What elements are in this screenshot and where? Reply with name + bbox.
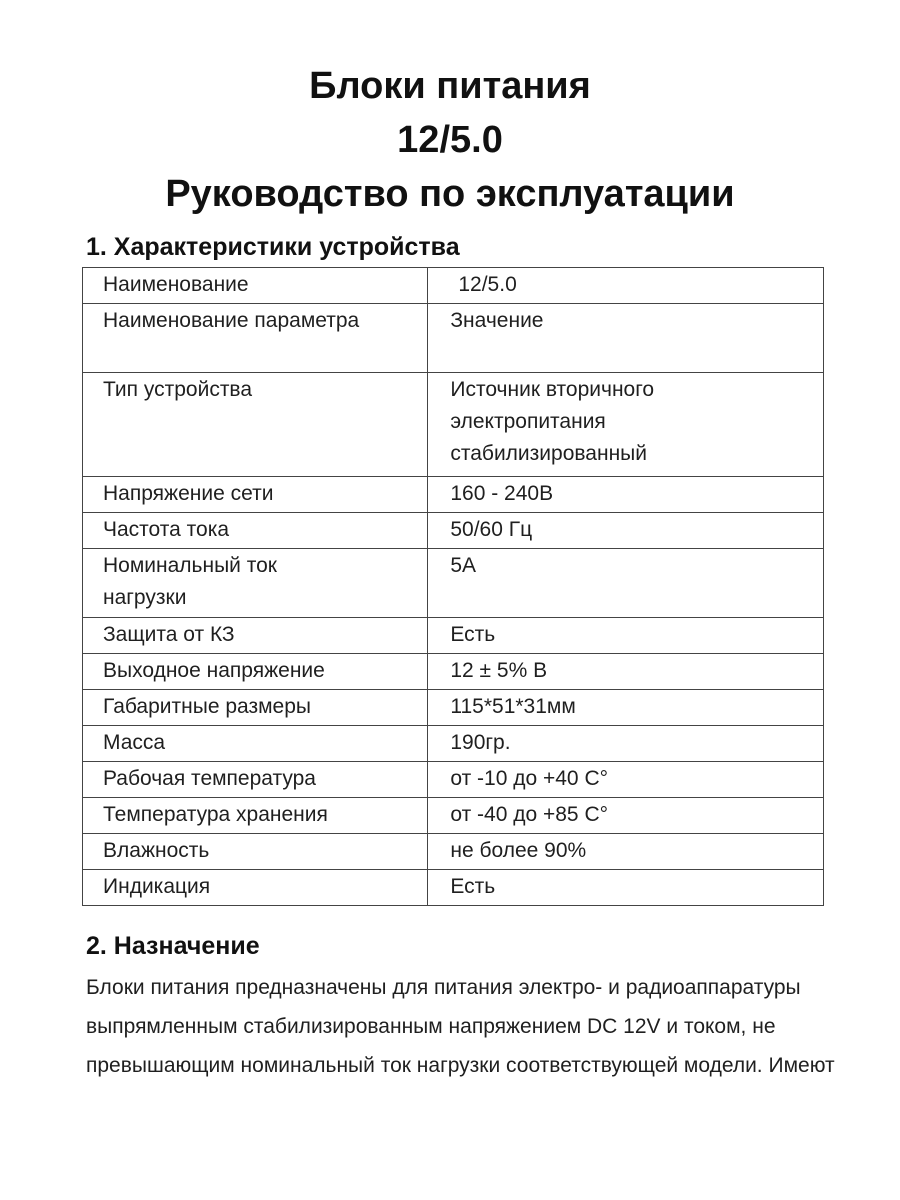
document-subtitle: Руководство по эксплуатации xyxy=(165,173,735,215)
table-row xyxy=(83,762,824,798)
section-heading-purpose: 2. Назначение xyxy=(86,932,260,960)
param-name: Номинальный ток нагрузки xyxy=(83,549,428,618)
table-row xyxy=(83,834,824,870)
param-value: от -40 до +85 С° xyxy=(428,798,824,834)
param-value: от -10 до +40 С° xyxy=(428,762,824,798)
param-name: Рабочая температура xyxy=(83,762,428,798)
table-row xyxy=(83,513,824,549)
document-title: Блоки питания xyxy=(309,65,591,107)
param-name: Напряжение сети xyxy=(83,477,428,513)
table-row xyxy=(83,373,824,477)
param-value: 12/5.0 xyxy=(428,268,824,304)
table-row xyxy=(83,870,824,906)
table-row xyxy=(83,268,824,304)
table-row xyxy=(83,477,824,513)
param-value: 115*51*31мм xyxy=(428,690,824,726)
param-name: Выходное напряжение xyxy=(83,654,428,690)
table-row xyxy=(83,690,824,726)
param-value: 50/60 Гц xyxy=(428,513,824,549)
param-value: 160 - 240В xyxy=(428,477,824,513)
param-value: Есть xyxy=(428,870,824,906)
param-name: Тип устройства xyxy=(83,373,428,477)
param-name: Частота тока xyxy=(83,513,428,549)
section-heading-characteristics: 1. Характеристики устройства xyxy=(86,233,460,261)
param-name: Наименование параметра xyxy=(83,304,428,373)
model-number: 12/5.0 xyxy=(397,119,503,161)
param-name: Влажность xyxy=(83,834,428,870)
table-row xyxy=(83,726,824,762)
param-value: 12 ± 5% В xyxy=(428,654,824,690)
param-value: 190гр. xyxy=(428,726,824,762)
table-row xyxy=(83,618,824,654)
param-name: Масса xyxy=(83,726,428,762)
specifications-table xyxy=(82,267,824,906)
param-name: Габаритные размеры xyxy=(83,690,428,726)
param-name: Температура хранения xyxy=(83,798,428,834)
table-row xyxy=(83,304,824,373)
purpose-paragraph: Блоки питания предназначены для питания электро- и радиоаппаратуры выпрямленным стабилизированным напряжением DC 12V и током, не превышающим номинальный ток нагрузки соответствующей модели. Имеют xyxy=(86,976,835,1077)
param-value: Есть xyxy=(428,618,824,654)
param-value: Источник вторичного электропитания стабилизированный xyxy=(428,373,824,477)
param-name: Индикация xyxy=(83,870,428,906)
table-row xyxy=(83,549,824,618)
param-name: Защита от КЗ xyxy=(83,618,428,654)
param-value: 5А xyxy=(428,549,824,618)
param-value: Значение xyxy=(428,304,824,373)
param-value: не более 90% xyxy=(428,834,824,870)
param-name: Наименование xyxy=(83,268,428,304)
table-row xyxy=(83,654,824,690)
table-row xyxy=(83,798,824,834)
